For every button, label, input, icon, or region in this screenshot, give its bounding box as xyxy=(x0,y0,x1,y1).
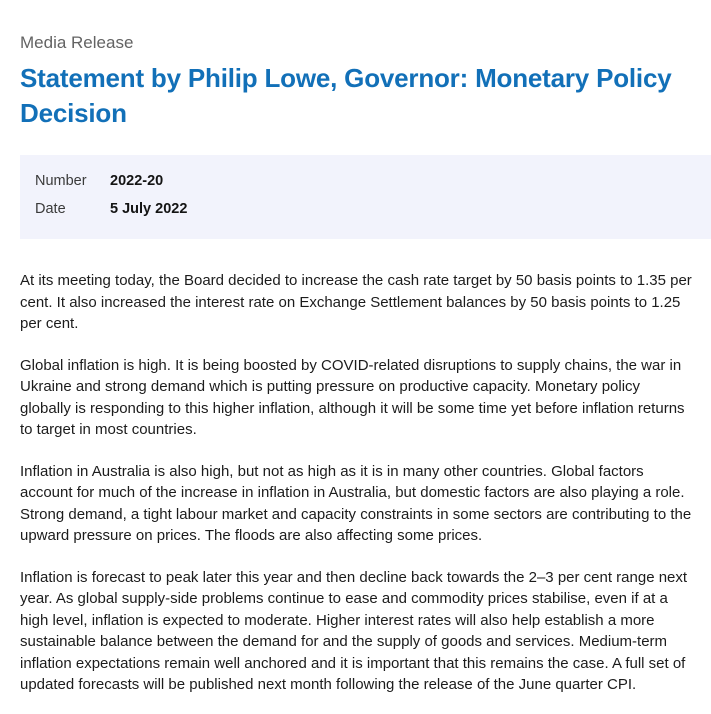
body-paragraph: Global inflation is high. It is being boosted by COVID-related disruptions to supply chains, the war in Ukraine and strong demand which is putting pressure on productive capacity. Monetary policy globally is responding to this higher inflation, although it will be some time yet before inflation returns to target in most countries. xyxy=(20,356,685,438)
release-meta-box xyxy=(20,155,711,239)
body-paragraph: Inflation is forecast to peak later this year and then decline back towards the 2–3 per cent range next year. As global supply-side problems continue to ease and commodity prices stabilise, even if at a high level, inflation is expected to moderate. Higher interest rates will also help establish a more sustainable balance between the demand for and the supply of goods and services. Medium-term inflation expectations remain well anchored and it is important that this remains the case. A full set of updated forecasts will be published next month following the release of the June quarter CPI. xyxy=(20,568,688,693)
meta-date-value: 5 July 2022 xyxy=(110,201,188,217)
body-paragraph: Inflation in Australia is also high, but not as high as it is in many other countries. Global factors account for much of the increase in inflation in Australia, but domestic factors are also playing a role. Strong demand, a tight labour market and capacity constraints in some sectors are contributing to the upward pressure on prices. The floods are also affecting some prices. xyxy=(20,462,692,544)
page-title: Statement by Philip Lowe, Governor: Monetary Policy Decision xyxy=(20,63,672,128)
meta-row-date xyxy=(35,196,711,224)
media-release-kicker: Media Release xyxy=(20,33,134,52)
meta-date-label: Date xyxy=(35,201,66,217)
meta-number-value: 2022-20 xyxy=(110,173,164,189)
release-body xyxy=(20,270,693,696)
meta-number-label: Number xyxy=(35,173,87,189)
meta-row-number xyxy=(35,168,711,196)
body-paragraph: At its meeting today, the Board decided to increase the cash rate target by 50 basis points to 1.35 per cent. It also increased the interest rate on Exchange Settlement balances by 50 basis points to 1.25 per cent. xyxy=(20,272,692,332)
